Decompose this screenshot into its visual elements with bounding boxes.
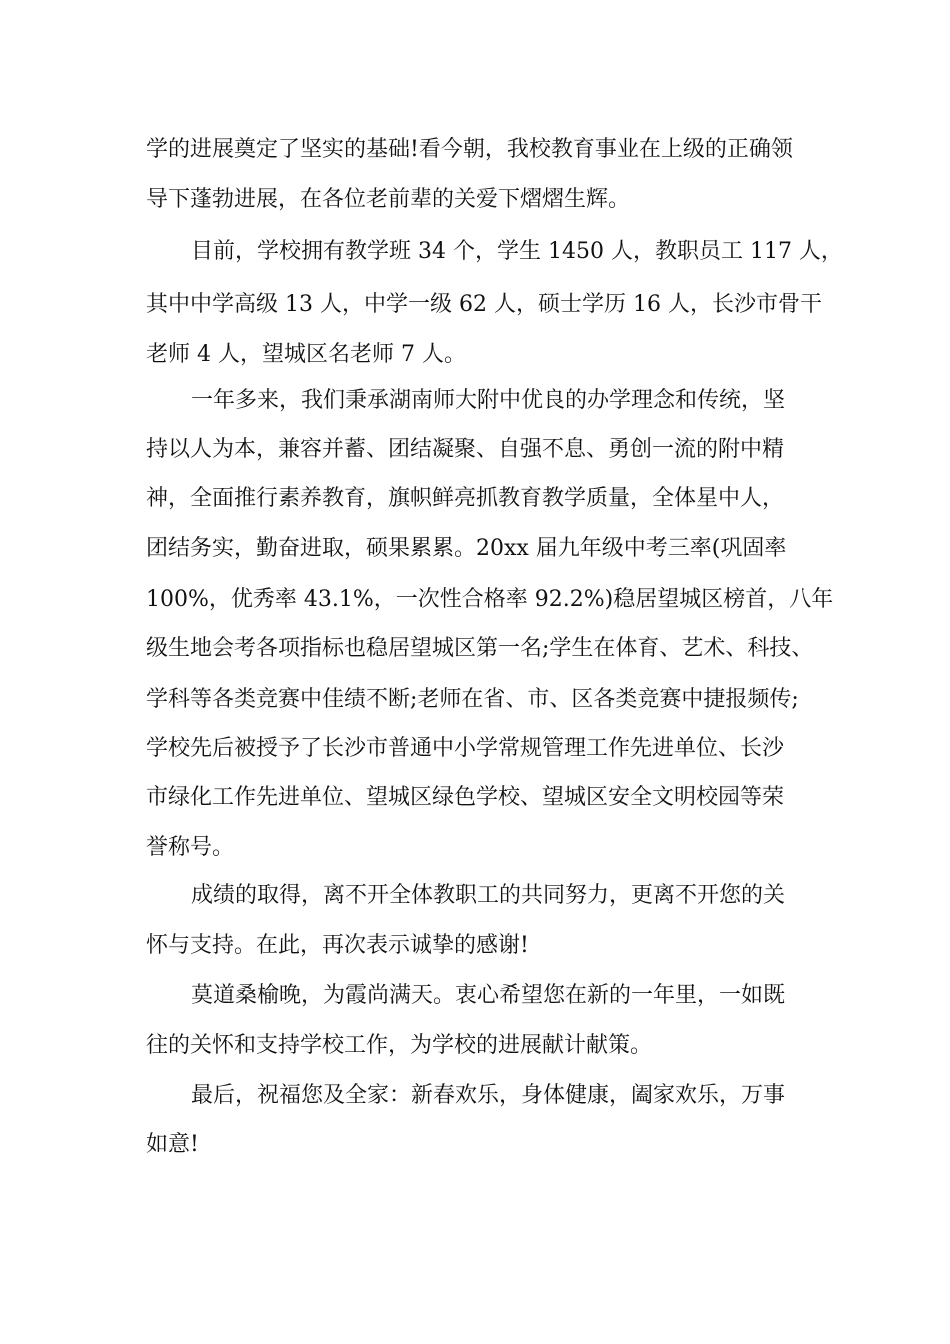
text-line: 级生地会考各项指标也稳居望城区第一名;学生在体育、艺术、科技、 xyxy=(146,636,814,661)
text-line: 学的进展奠定了坚实的基础!看今朝，我校教育事业在上级的正确领 xyxy=(146,137,793,162)
text-line: 100%，优秀率 43.1%，一次性合格率 92.2%)稳居望城区榜首，八年 xyxy=(146,587,834,612)
text-line: 学科等各类竞赛中佳绩不断;老师在省、市、区各类竞赛中捷报频传; xyxy=(146,687,799,712)
paragraph-start-line: 成绩的取得，离不开全体教职工的共同努力，更离不开您的关 xyxy=(191,883,786,908)
paragraph-start-line: 最后，祝福您及全家：新春欢乐，身体健康，阖家欢乐，万事 xyxy=(191,1083,786,1108)
text-line: 学校先后被授予了长沙市普通中小学常规管理工作先进单位、长沙 xyxy=(146,736,785,761)
text-line: 誉称号。 xyxy=(146,835,235,860)
text-line: 市绿化工作先进单位、望城区绿色学校、望城区安全文明校园等荣 xyxy=(146,785,785,810)
text-line: 持以人为本，兼容并蓄、团结凝聚、自强不息、勇创一流的附中精 xyxy=(146,437,785,462)
text-line: 怀与支持。在此，再次表示诚挚的感谢! xyxy=(146,933,529,958)
text-line: 神，全面推行素养教育，旗帜鲜亮抓教育教学质量，全体星中人， xyxy=(146,486,785,511)
text-line: 往的关怀和支持学校工作，为学校的进展献计献策。 xyxy=(146,1033,653,1058)
paragraph-start-line: 一年多来，我们秉承湖南师大附中优良的办学理念和传统，坚 xyxy=(191,388,786,413)
paragraph-start-line: 目前，学校拥有教学班 34 个，学生 1450 人，教职员工 117 人， xyxy=(191,239,843,264)
text-line: 其中中学高级 13 人，中学一级 62 人，硕士学历 16 人，长沙市骨干 xyxy=(146,292,822,317)
text-line: 老师 4 人，望城区名老师 7 人。 xyxy=(146,342,466,367)
text-line: 如意! xyxy=(146,1132,199,1157)
text-line: 团结务实，勤奋进取，硕果累累。20xx 届九年级中考三率(巩固率 xyxy=(146,536,787,561)
paragraph-start-line: 莫道桑榆晚，为霞尚满天。衷心希望您在新的一年里，一如既 xyxy=(191,983,786,1008)
text-line: 导下蓬勃进展，在各位老前辈的关爱下熠熠生辉。 xyxy=(146,187,631,212)
